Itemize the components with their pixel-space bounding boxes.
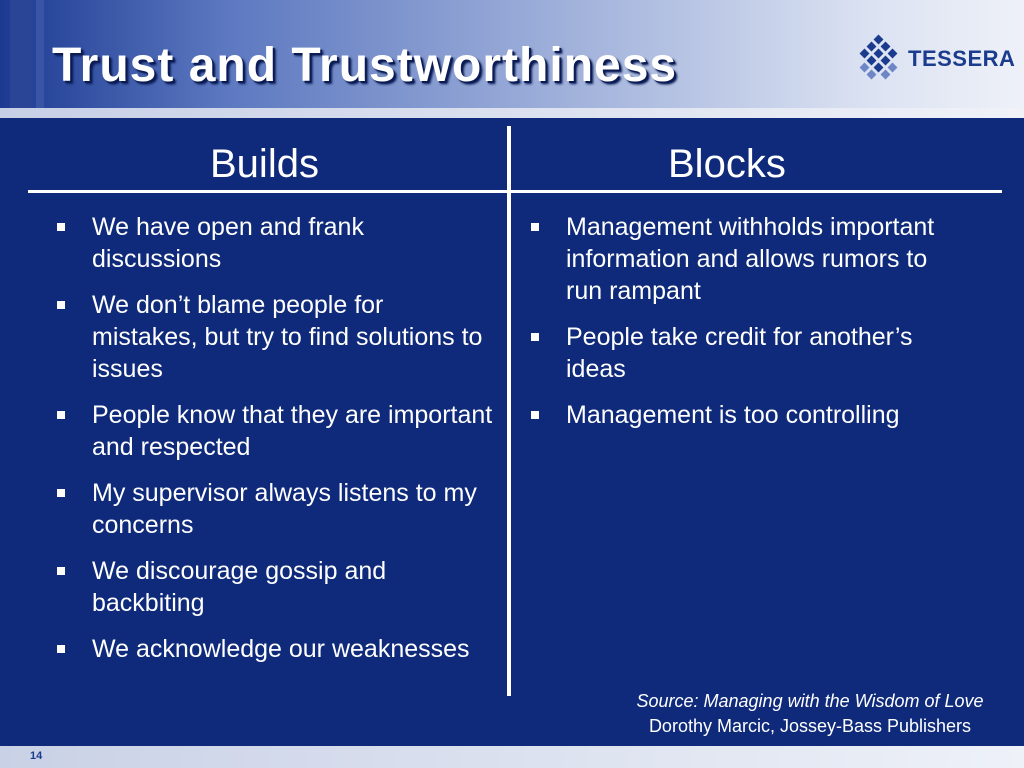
square-bullet-icon	[57, 301, 65, 309]
square-bullet-icon	[57, 489, 65, 497]
list-item	[528, 321, 968, 385]
blocks-list	[528, 211, 968, 445]
column-divider	[507, 126, 511, 696]
list-item-text: We don’t blame people for mistakes, but try to find solutions to issues	[92, 291, 483, 383]
list-item-text: Management is too controlling	[566, 401, 900, 429]
list-item	[54, 633, 494, 665]
list-item-text: We have open and frank discussions	[92, 213, 364, 273]
header-divider	[0, 108, 1024, 118]
source-author: Dorothy Marcic, Jossey-Bass Publishers	[648, 716, 972, 736]
list-item-text: We acknowledge our weaknesses	[92, 635, 470, 663]
list-item	[528, 211, 968, 307]
page-number: 14	[30, 750, 43, 762]
list-item-text: We discourage gossip and backbiting	[92, 557, 387, 617]
header-accent-bar	[10, 0, 32, 108]
header-accent-bar	[36, 0, 44, 108]
list-item	[54, 289, 494, 385]
square-bullet-icon	[531, 333, 539, 341]
square-bullet-icon	[57, 411, 65, 419]
slide-footer	[0, 746, 1024, 768]
source-title: Source: Managing with the Wisdom of Love	[636, 691, 984, 711]
square-bullet-icon	[531, 223, 539, 231]
slide-header	[0, 0, 1024, 118]
list-item	[54, 399, 494, 463]
square-bullet-icon	[57, 223, 65, 231]
list-item	[54, 211, 494, 275]
builds-heading: Builds	[210, 142, 319, 186]
square-bullet-icon	[57, 567, 65, 575]
square-bullet-icon	[531, 411, 539, 419]
list-item	[528, 399, 968, 431]
list-item	[54, 477, 494, 541]
source-citation	[610, 689, 1010, 739]
builds-list	[54, 211, 494, 679]
tessera-logo	[858, 34, 1016, 84]
blocks-heading: Blocks	[668, 142, 786, 186]
square-bullet-icon	[57, 645, 65, 653]
logo-wordmark: TESSERA	[908, 46, 1016, 71]
table-header-divider	[28, 190, 1002, 193]
diamond-logo-icon	[858, 34, 900, 82]
list-item-text: My supervisor always listens to my concerns	[92, 479, 477, 539]
list-item	[54, 555, 494, 619]
list-item-text: People know that they are important and respected	[92, 401, 493, 461]
list-item-text: Management withholds important information and allows rumors to run rampant	[566, 213, 935, 305]
slide-title: Trust and Trustworthiness	[52, 39, 678, 92]
list-item-text: People take credit for another’s ideas	[566, 323, 913, 383]
